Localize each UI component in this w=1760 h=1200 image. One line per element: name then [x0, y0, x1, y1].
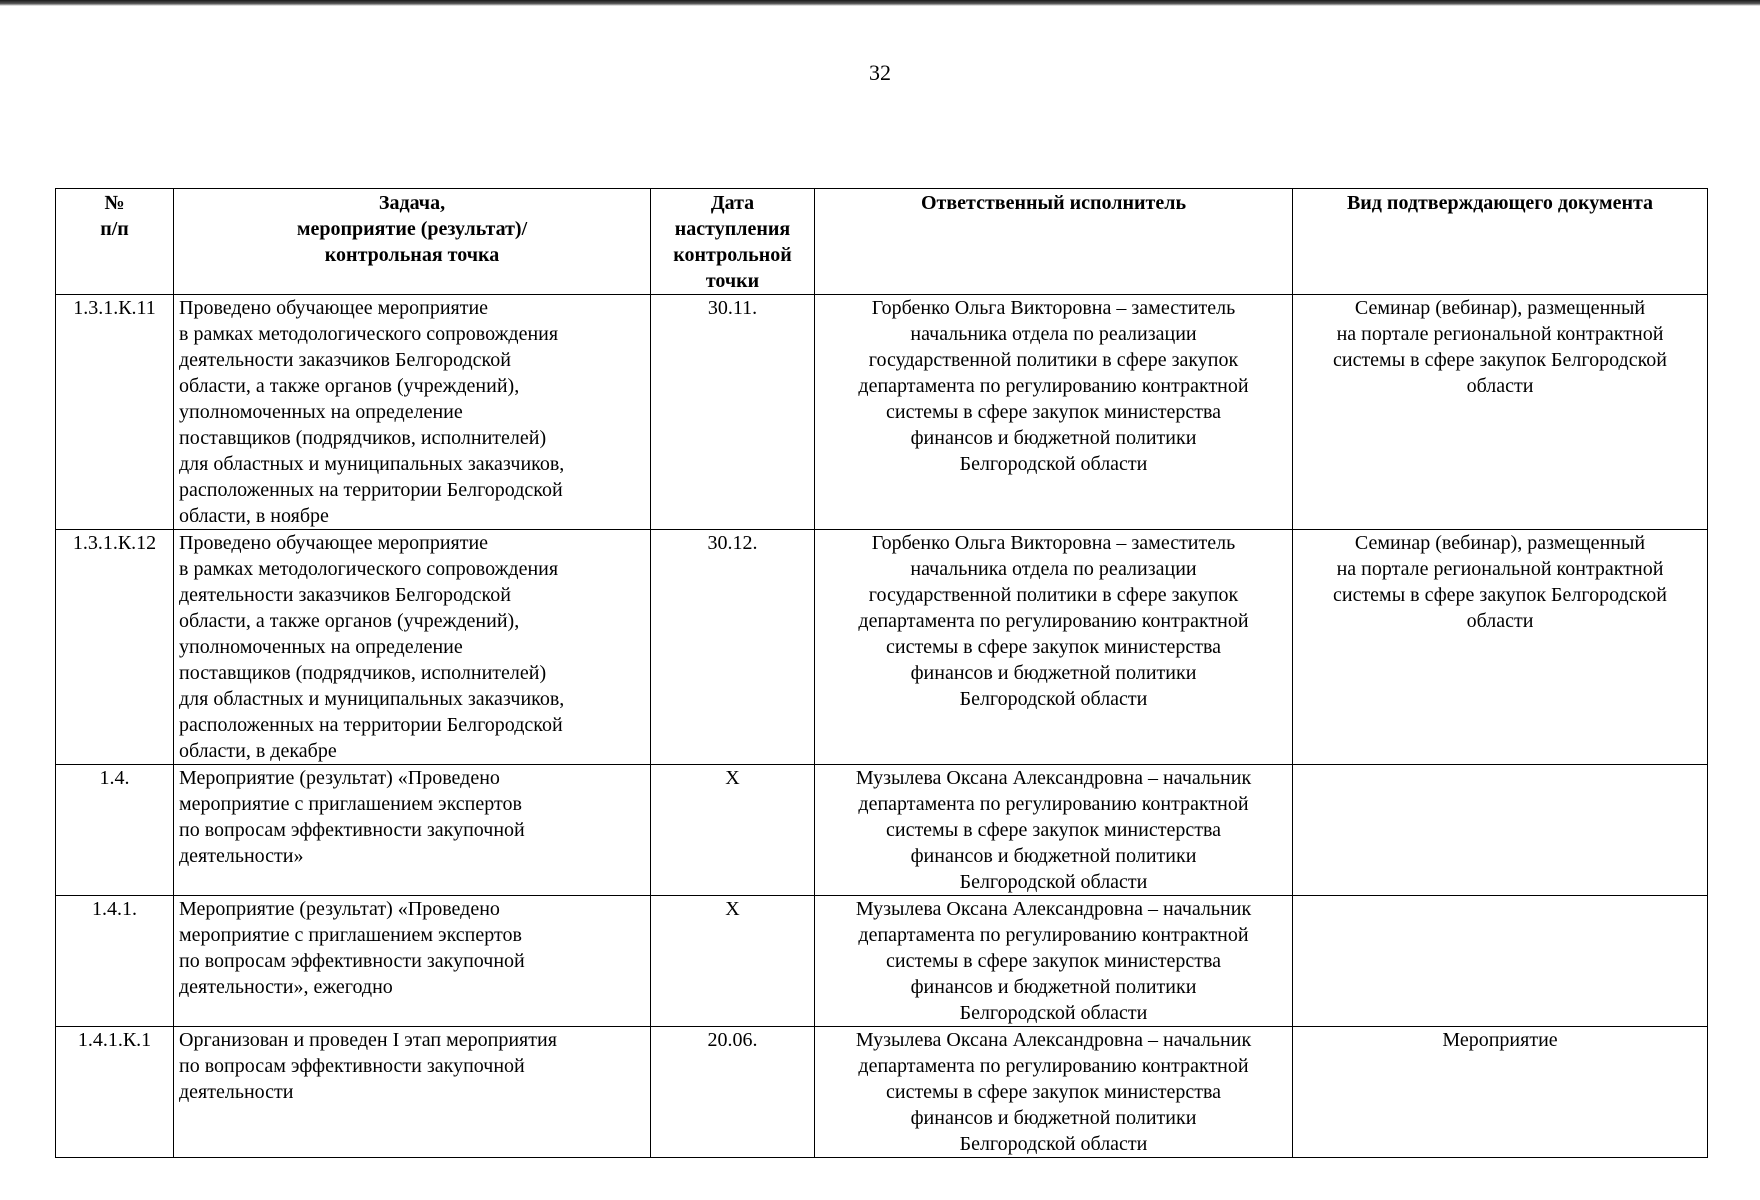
task-cell-line: области, в декабре: [179, 740, 337, 762]
task-cell-line: области, в ноябре: [179, 505, 329, 527]
task-cell-line: Мероприятие (результат) «Проведено: [179, 898, 500, 920]
header-num: № п/п: [56, 189, 174, 295]
document-cell: [1293, 295, 1708, 530]
executor-cell: [815, 530, 1293, 765]
task-cell-line: для областных и муниципальных заказчиков,: [179, 453, 565, 475]
date-cell: 20.06.: [651, 1027, 815, 1158]
header-doc: Вид подтверждающего документа: [1293, 189, 1708, 295]
document-cell: [1293, 896, 1708, 1027]
task-cell-line: для областных и муниципальных заказчиков,: [179, 688, 565, 710]
table-header-row: [56, 189, 1708, 295]
document-cell: [1293, 765, 1708, 896]
table-row: [56, 765, 1708, 896]
executor-cell-line: финансов и бюджетной политики: [910, 845, 1197, 867]
executor-cell-line: Горбенко Ольга Викторовна – заместитель: [871, 532, 1236, 554]
task-cell-line: уполномоченных на определение: [179, 636, 463, 658]
task-cell: [174, 765, 651, 896]
executor-cell-line: системы в сфере закупок министерства: [885, 401, 1221, 423]
task-cell-line: Проведено обучающее мероприятие: [179, 297, 489, 319]
task-cell-line: деятельности», ежегодно: [179, 976, 393, 998]
row-number: 1.4.1.К.1: [56, 1027, 174, 1158]
executor-cell-line: системы в сфере закупок министерства: [885, 819, 1221, 841]
executor-cell-line: системы в сфере закупок министерства: [885, 636, 1221, 658]
task-cell-line: расположенных на территории Белгородской: [179, 479, 563, 501]
document-cell: [1293, 1027, 1708, 1158]
task-cell-line: деятельности: [179, 1081, 294, 1103]
task-cell-line: в рамках методологического сопровождения: [179, 323, 559, 345]
executor-cell-line: финансов и бюджетной политики: [910, 1107, 1197, 1129]
page-number: 32: [869, 60, 891, 85]
document-cell: [1293, 530, 1708, 765]
executor-cell-line: департамента по регулированию контрактной: [858, 924, 1249, 946]
task-cell-line: мероприятие с приглашением экспертов: [179, 793, 522, 815]
task-cell-line: уполномоченных на определение: [179, 401, 463, 423]
task-cell: [174, 896, 651, 1027]
executor-cell-line: департамента по регулированию контрактной: [858, 610, 1249, 632]
task-cell-line: деятельности заказчиков Белгородской: [179, 584, 511, 606]
document-cell-line: области: [1466, 375, 1534, 397]
task-cell-line: Организован и проведен I этап мероприятия: [179, 1029, 557, 1051]
executor-cell-line: финансов и бюджетной политики: [910, 976, 1197, 998]
date-cell: 30.11.: [651, 295, 815, 530]
executor-cell: [815, 1027, 1293, 1158]
document-cell-line: на портале региональной контрактной: [1336, 558, 1664, 580]
executor-cell-line: Музылева Оксана Александровна – начальник: [855, 767, 1252, 789]
task-cell-line: области, а также органов (учреждений),: [179, 610, 520, 632]
executor-cell: [815, 295, 1293, 530]
row-number: 1.3.1.К.11: [56, 295, 174, 530]
row-number: 1.4.: [56, 765, 174, 896]
task-cell-line: области, а также органов (учреждений),: [179, 375, 520, 397]
document-cell-line: Семинар (вебинар), размещенный: [1354, 532, 1646, 554]
executor-cell-line: департамента по регулированию контрактной: [858, 1055, 1249, 1077]
task-cell-line: по вопросам эффективности закупочной: [179, 819, 525, 841]
task-cell-line: поставщиков (подрядчиков, исполнителей): [179, 662, 547, 684]
executor-cell-line: системы в сфере закупок министерства: [885, 1081, 1221, 1103]
task-cell-line: поставщиков (подрядчиков, исполнителей): [179, 427, 547, 449]
executor-cell-line: Белгородской области: [959, 688, 1148, 710]
task-cell-line: в рамках методологического сопровождения: [179, 558, 559, 580]
executor-cell: [815, 896, 1293, 1027]
executor-cell-line: Белгородской области: [959, 1133, 1148, 1155]
row-number: 1.4.1.: [56, 896, 174, 1027]
date-cell: 30.12.: [651, 530, 815, 765]
executor-cell-line: государственной политики в сфере закупок: [868, 349, 1239, 371]
executor-cell-line: департамента по регулированию контрактной: [858, 793, 1249, 815]
task-cell: [174, 295, 651, 530]
executor-cell-line: финансов и бюджетной политики: [910, 427, 1197, 449]
document-cell-line: Мероприятие: [1442, 1029, 1558, 1051]
executor-cell-line: системы в сфере закупок министерства: [885, 950, 1221, 972]
task-cell-line: мероприятие с приглашением экспертов: [179, 924, 522, 946]
executor-cell-line: Белгородской области: [959, 871, 1148, 893]
task-cell-line: деятельности»: [179, 845, 304, 867]
document-cell-line: на портале региональной контрактной: [1336, 323, 1664, 345]
document-cell-line: области: [1466, 610, 1534, 632]
task-cell-line: расположенных на территории Белгородской: [179, 714, 563, 736]
document-cell-line: системы в сфере закупок Белгородской: [1332, 584, 1667, 606]
executor-cell-line: Горбенко Ольга Викторовна – заместитель: [871, 297, 1236, 319]
task-cell-line: по вопросам эффективности закупочной: [179, 950, 525, 972]
document-cell-line: системы в сфере закупок Белгородской: [1332, 349, 1667, 371]
table-row: [56, 530, 1708, 765]
table-row: [56, 295, 1708, 530]
header-date: Дата наступления контрольной точки: [651, 189, 815, 295]
task-cell: [174, 1027, 651, 1158]
header-task: Задача, мероприятие (результат)/ контрольная точка: [174, 189, 651, 295]
executor-cell-line: государственной политики в сфере закупок: [868, 584, 1239, 606]
executor-cell-line: департамента по регулированию контрактной: [858, 375, 1249, 397]
header-executor: Ответственный исполнитель: [815, 189, 1293, 295]
executor-cell-line: Белгородской области: [959, 453, 1148, 475]
task-cell-line: Проведено обучающее мероприятие: [179, 532, 489, 554]
scan-top-edge: [0, 0, 1760, 6]
task-cell-line: Мероприятие (результат) «Проведено: [179, 767, 500, 789]
table-row: [56, 1027, 1708, 1158]
table-row: [56, 896, 1708, 1027]
task-cell-line: деятельности заказчиков Белгородской: [179, 349, 511, 371]
date-cell: X: [651, 765, 815, 896]
executor-cell-line: начальника отдела по реализации: [910, 323, 1197, 345]
document-cell-line: Семинар (вебинар), размещенный: [1354, 297, 1646, 319]
executor-cell-line: Белгородской области: [959, 1002, 1148, 1024]
date-cell: X: [651, 896, 815, 1027]
task-cell: [174, 530, 651, 765]
executor-cell-line: Музылева Оксана Александровна – начальник: [855, 898, 1252, 920]
row-number: 1.3.1.К.12: [56, 530, 174, 765]
executor-cell-line: Музылева Оксана Александровна – начальник: [855, 1029, 1252, 1051]
executor-cell-line: финансов и бюджетной политики: [910, 662, 1197, 684]
executor-cell-line: начальника отдела по реализации: [910, 558, 1197, 580]
plan-table: [55, 188, 1708, 1158]
task-cell-line: по вопросам эффективности закупочной: [179, 1055, 525, 1077]
executor-cell: [815, 765, 1293, 896]
